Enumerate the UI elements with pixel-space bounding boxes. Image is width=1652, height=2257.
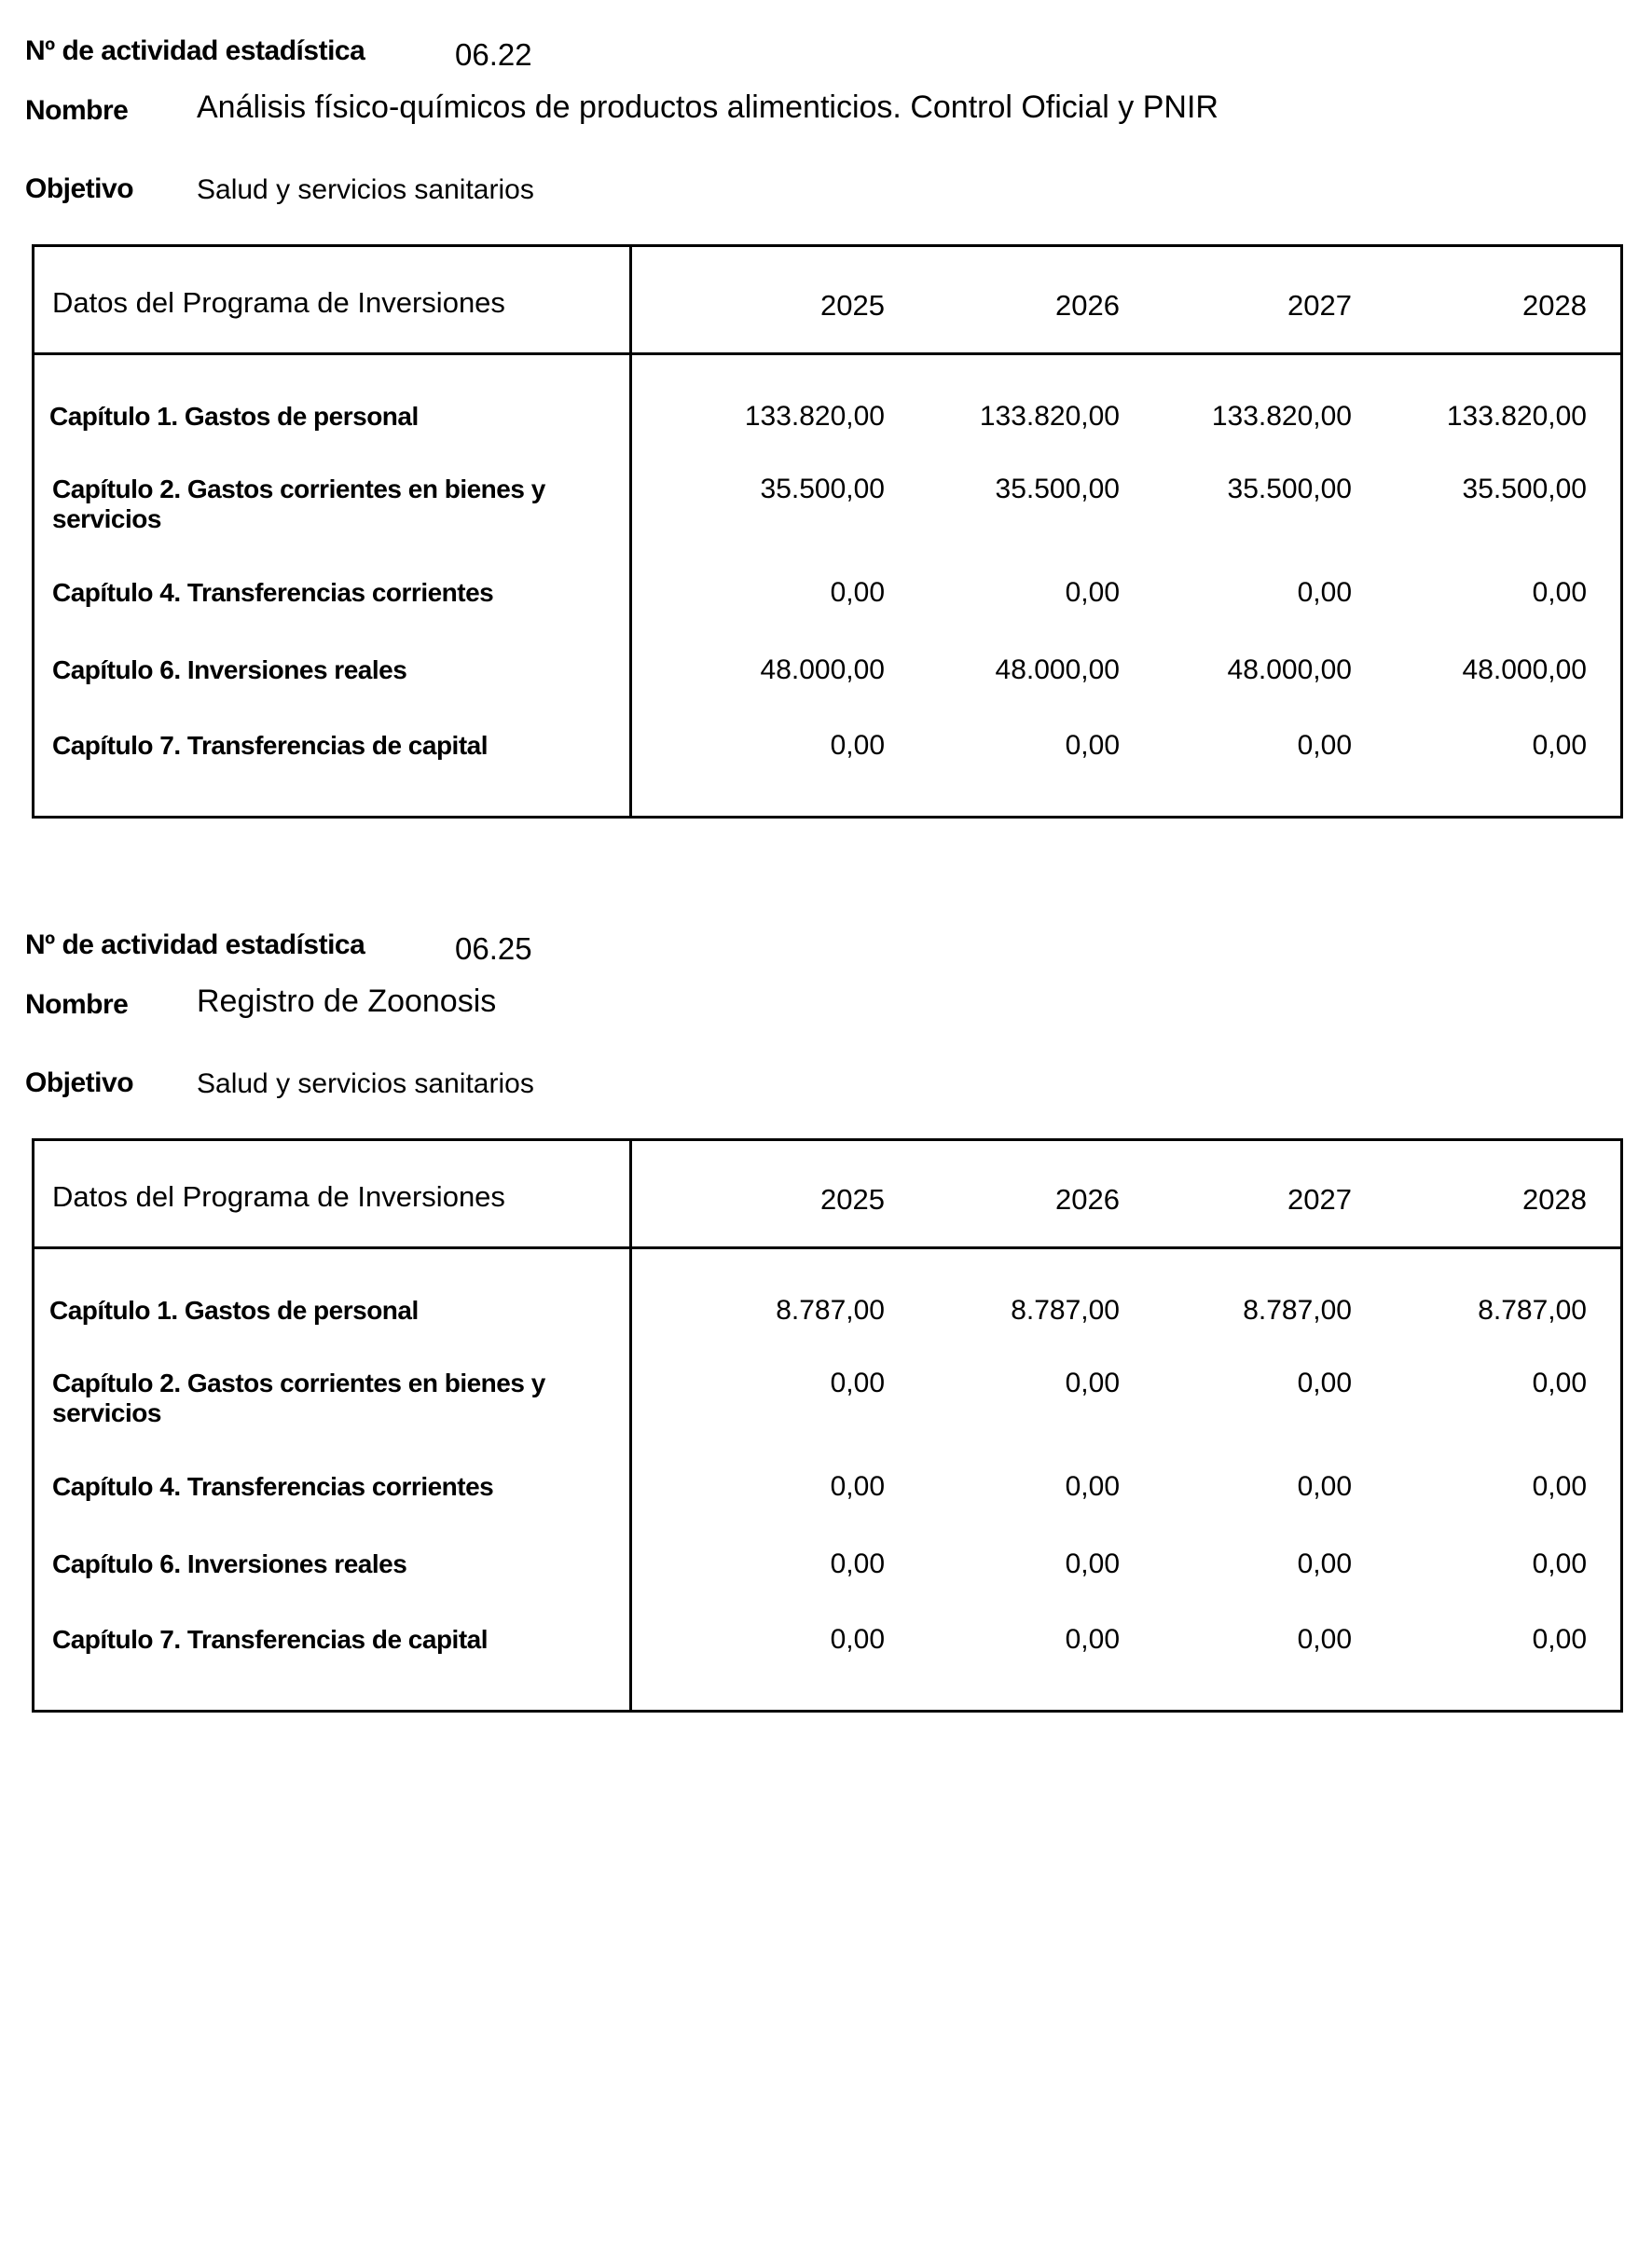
year-header-2026: 2026 bbox=[1055, 289, 1120, 322]
table-column-divider bbox=[629, 1141, 632, 1710]
row-value: 0,00 bbox=[830, 1548, 885, 1579]
row-value: 48.000,00 bbox=[1227, 654, 1352, 685]
row-value: 0,00 bbox=[1532, 577, 1587, 608]
activity-section bbox=[0, 0, 1652, 839]
row-value: 0,00 bbox=[1532, 1624, 1587, 1655]
row-value: 35.500,00 bbox=[1227, 474, 1352, 504]
row-value: 0,00 bbox=[1297, 1624, 1352, 1655]
row-value: 0,00 bbox=[1297, 1548, 1352, 1579]
row-label: Capítulo 1. Gastos de personal bbox=[49, 402, 419, 431]
row-value: 0,00 bbox=[1297, 730, 1352, 761]
row-value: 48.000,00 bbox=[760, 654, 885, 685]
row-value: 133.820,00 bbox=[744, 401, 885, 432]
row-label: Capítulo 7. Transferencias de capital bbox=[52, 731, 489, 760]
activity-number-value: 06.22 bbox=[455, 37, 532, 72]
row-label: Capítulo 1. Gastos de personal bbox=[49, 1296, 419, 1325]
row-value: 0,00 bbox=[1532, 1471, 1587, 1502]
year-header-2027: 2027 bbox=[1287, 289, 1352, 322]
row-value: 0,00 bbox=[830, 1624, 885, 1655]
row-value: 0,00 bbox=[1065, 577, 1120, 608]
activity-objective-value: Salud y servicios sanitarios bbox=[197, 174, 534, 205]
row-value: 0,00 bbox=[1065, 730, 1120, 761]
table-header-divider bbox=[34, 352, 1620, 355]
activity-objective-label: Objetivo bbox=[25, 173, 134, 204]
row-value: 0,00 bbox=[1297, 1471, 1352, 1502]
row-value: 0,00 bbox=[830, 1471, 885, 1502]
row-value: 0,00 bbox=[830, 730, 885, 761]
activity-number-label: Nº de actividad estadística bbox=[25, 929, 365, 960]
row-label: Capítulo 6. Inversiones reales bbox=[52, 1549, 407, 1578]
row-value: 8.787,00 bbox=[776, 1295, 885, 1326]
row-value: 0,00 bbox=[1532, 1548, 1587, 1579]
activity-name-value: Análisis físico-químicos de productos alimenticios. Control Oficial y PNIR bbox=[197, 89, 1218, 125]
row-value: 8.787,00 bbox=[1478, 1295, 1587, 1326]
row-label: Capítulo 2. Gastos corrientes en bienes y servicios bbox=[52, 475, 545, 533]
activity-section bbox=[0, 894, 1652, 1733]
activity-objective-value: Salud y servicios sanitarios bbox=[197, 1068, 534, 1099]
row-label: Capítulo 7. Transferencias de capital bbox=[52, 1625, 489, 1654]
investment-table bbox=[32, 1138, 1623, 1713]
row-value: 0,00 bbox=[830, 1368, 885, 1398]
row-value: 0,00 bbox=[1065, 1471, 1120, 1502]
year-header-2025: 2025 bbox=[820, 289, 885, 322]
row-label: Capítulo 2. Gastos corrientes en bienes y servicios bbox=[52, 1369, 545, 1427]
table-header-divider bbox=[34, 1246, 1620, 1249]
row-value: 0,00 bbox=[830, 577, 885, 608]
investment-table bbox=[32, 244, 1623, 819]
row-value: 35.500,00 bbox=[995, 474, 1120, 504]
row-value: 35.500,00 bbox=[760, 474, 885, 504]
row-label: Capítulo 6. Inversiones reales bbox=[52, 655, 407, 684]
activity-number-label: Nº de actividad estadística bbox=[25, 35, 365, 66]
activity-name-label: Nombre bbox=[25, 989, 129, 1020]
year-header-2028: 2028 bbox=[1522, 289, 1587, 322]
activity-name-value: Registro de Zoonosis bbox=[197, 984, 497, 1019]
activity-objective-label: Objetivo bbox=[25, 1067, 134, 1098]
row-value: 0,00 bbox=[1065, 1368, 1120, 1398]
activity-name-label: Nombre bbox=[25, 95, 129, 126]
row-value: 8.787,00 bbox=[1011, 1295, 1120, 1326]
row-value: 0,00 bbox=[1065, 1548, 1120, 1579]
year-header-2028: 2028 bbox=[1522, 1183, 1587, 1216]
activity-number-value: 06.25 bbox=[455, 931, 532, 966]
table-header-title: Datos del Programa de Inversiones bbox=[52, 286, 505, 319]
row-value: 35.500,00 bbox=[1462, 474, 1587, 504]
row-value: 0,00 bbox=[1065, 1624, 1120, 1655]
row-label: Capítulo 4. Transferencias corrientes bbox=[52, 1472, 494, 1501]
row-value: 48.000,00 bbox=[1462, 654, 1587, 685]
row-value: 0,00 bbox=[1297, 577, 1352, 608]
row-value: 133.820,00 bbox=[1446, 401, 1587, 432]
year-header-2025: 2025 bbox=[820, 1183, 885, 1216]
year-header-2026: 2026 bbox=[1055, 1183, 1120, 1216]
row-value: 133.820,00 bbox=[979, 401, 1120, 432]
row-value: 0,00 bbox=[1297, 1368, 1352, 1398]
year-header-2027: 2027 bbox=[1287, 1183, 1352, 1216]
table-column-divider bbox=[629, 247, 632, 816]
row-value: 0,00 bbox=[1532, 1368, 1587, 1398]
row-label: Capítulo 4. Transferencias corrientes bbox=[52, 578, 494, 607]
row-value: 48.000,00 bbox=[995, 654, 1120, 685]
row-value: 8.787,00 bbox=[1243, 1295, 1352, 1326]
row-value: 133.820,00 bbox=[1211, 401, 1352, 432]
row-value: 0,00 bbox=[1532, 730, 1587, 761]
table-header-title: Datos del Programa de Inversiones bbox=[52, 1180, 505, 1213]
